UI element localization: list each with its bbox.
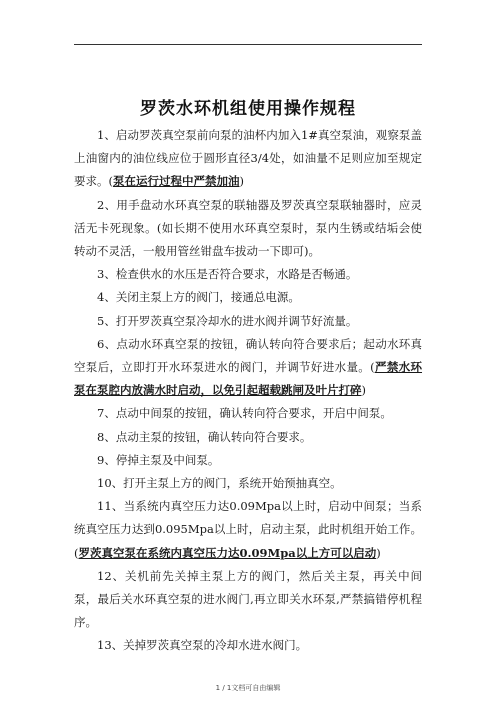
procedure-step (74, 449, 422, 472)
page-footer: 1 / 1文档可自由编辑 (215, 684, 281, 692)
procedure-step (74, 634, 422, 657)
step-text: 13、关掉罗茨真空泵的冷却水进水阀门。 (97, 638, 308, 653)
document-title: 罗茨水环机组使用操作规程 (140, 99, 356, 119)
procedure-step (74, 286, 422, 309)
procedure-step (74, 402, 422, 425)
step-text: 12、关机前先关掉主泵上方的阀门，然后关主泵，再关中间泵，最后关水环真空泵的进水阀门,再立即关水环泵,严禁搞错停机程序。 (74, 568, 422, 630)
procedure-step (74, 333, 422, 403)
step-warning: 泵在运行过程中严禁加油 (113, 174, 240, 189)
procedure-step (74, 310, 422, 333)
step-text: 3、检查供水的水压是否符合要求，水路是否畅通。 (97, 267, 358, 282)
step-warning: 罗茨真空泵在系统内真空压力达0.09Mpa以上方可以启动 (78, 545, 377, 560)
step-text: 7、点动中间泵的按钮，确认转向符合要求，开启中间泵。 (97, 406, 392, 421)
step-tail: ) (376, 545, 381, 560)
step-text: 2、用手盘动水环真空泵的联轴器及罗茨真空泵联轴器时，应灵活无卡死现象。(如长期不使用水环真空泵时，泵内生锈或结垢会使转动不灵活，一般用管丝钳盘车拔动一下即可)。 (74, 197, 422, 259)
step-warning: 严禁水环泵在泵腔内放满水时启动，以免引起超载跳闸及叶片打碎 (74, 360, 423, 398)
step-text: 5、打开罗茨真空泵冷却水的进水阀并调节好流量。 (97, 313, 358, 328)
document-body (74, 124, 422, 658)
procedure-step (74, 194, 422, 264)
step-text: 6、点动水环真空泵的按钮，确认转向符合要求后；起动水环真空泵后，立即打开水环泵进水的阀门，并调节好进水量。( (74, 336, 422, 375)
step-text: 1、启动罗茨真空泵前向泵的油杯内加入1#真空泵油，观察泵盖上油窗内的油位线应位于圆形直径3/4处，如油量不足则应加至规定要求。( (74, 128, 422, 189)
step-text: 10、打开主泵上方的阀门，系统开始预抽真空。 (97, 476, 342, 491)
step-tail: ) (239, 174, 244, 189)
procedure-step (74, 124, 422, 194)
procedure-step (74, 263, 422, 286)
procedure-step (74, 565, 422, 635)
header-rule (74, 44, 422, 45)
step-tail: ) (361, 383, 366, 398)
procedure-step (74, 426, 422, 449)
step-text: 8、点动主泵的按钮，确认转向符合要求。 (97, 429, 312, 444)
step-text: 11、当系统内真空压力达0.09Mpa以上时，启动中间泵；当系统真空压力达到0.095Mpa以上时，启动主泵，此时机组开始工作。( (74, 499, 422, 560)
step-text: 4、关闭主泵上方的阀门，接通总电源。 (97, 290, 300, 305)
procedure-step (74, 472, 422, 495)
step-text: 9、停掉主泵及中间泵。 (97, 452, 220, 467)
procedure-step (74, 495, 422, 565)
